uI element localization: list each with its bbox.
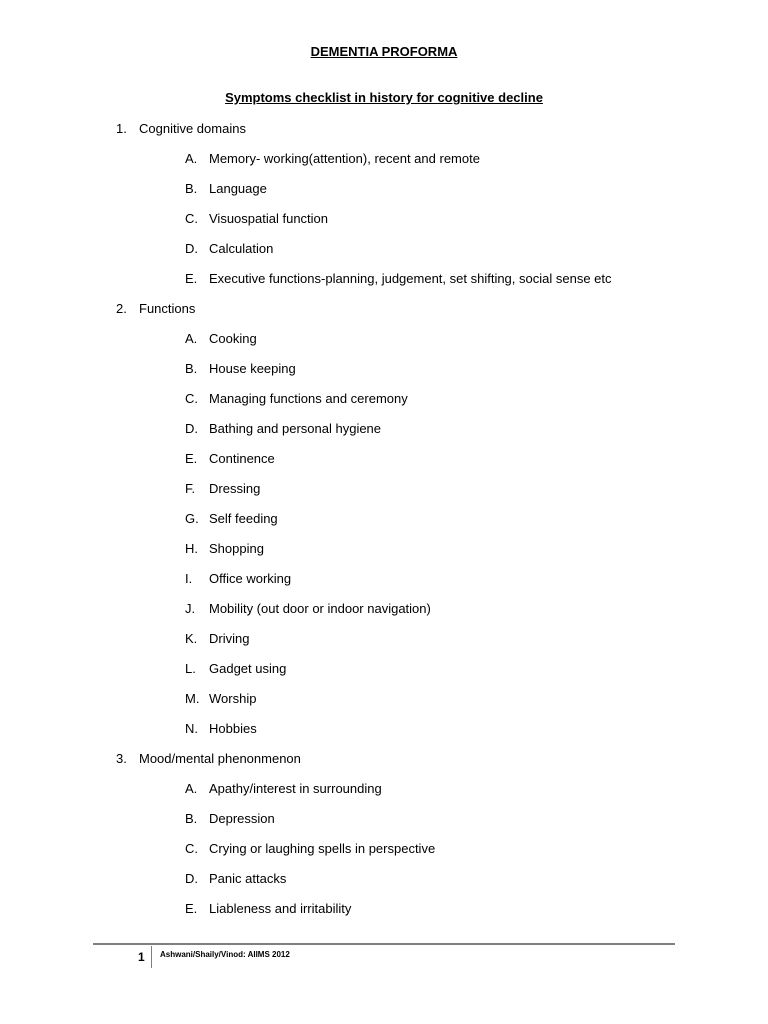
- item-letter: E.: [185, 271, 198, 286]
- item-letter: E.: [185, 901, 198, 916]
- item-text: House keeping: [209, 361, 296, 376]
- item-letter: F.: [185, 481, 196, 496]
- item-letter: B.: [185, 811, 198, 826]
- item-letter: A.: [185, 151, 198, 166]
- item-letter: C.: [185, 391, 198, 406]
- item-text: Driving: [209, 631, 250, 646]
- page-number: 1: [138, 950, 145, 964]
- item-text: Depression: [209, 811, 275, 826]
- item-letter: I.: [185, 571, 193, 586]
- item-letter: C.: [185, 841, 198, 856]
- item-text: Gadget using: [209, 661, 287, 676]
- item-letter: M.: [185, 691, 200, 706]
- section-number: 2.: [116, 301, 127, 316]
- item-letter: E.: [185, 451, 198, 466]
- footer-rule: [93, 943, 675, 945]
- item-text: Calculation: [209, 241, 274, 256]
- item-letter: B.: [185, 181, 198, 196]
- footer-credit: Ashwani/Shaily/Vinod: AIIMS 2012: [160, 950, 290, 959]
- section-title: Mood/mental phenonmenon: [139, 751, 301, 766]
- item-text: Office working: [209, 571, 292, 586]
- item-text: Managing functions and ceremony: [209, 391, 408, 406]
- item-text: Shopping: [209, 541, 264, 556]
- item-letter: A.: [185, 781, 198, 796]
- item-letter: K.: [185, 631, 198, 646]
- item-text: Language: [209, 181, 267, 196]
- item-text: Dressing: [209, 481, 261, 496]
- document-subtitle: Symptoms checklist in history for cognitive decline: [225, 90, 543, 105]
- item-text: Self feeding: [209, 511, 278, 526]
- item-letter: B.: [185, 361, 198, 376]
- item-text: Mobility (out door or indoor navigation): [209, 601, 431, 616]
- item-text: Panic attacks: [209, 871, 287, 886]
- item-text: Visuospatial function: [209, 211, 329, 226]
- section-number: 3.: [116, 751, 127, 766]
- item-text: Hobbies: [209, 721, 257, 736]
- item-text: Liableness and irritability: [209, 901, 352, 916]
- item-text: Continence: [209, 451, 275, 466]
- item-letter: G.: [185, 511, 199, 526]
- item-letter: D.: [185, 241, 198, 256]
- section-title: Functions: [139, 301, 196, 316]
- item-text: Cooking: [209, 331, 257, 346]
- item-text: Executive functions-planning, judgement, set shifting, social sense etc: [209, 271, 612, 286]
- item-text: Apathy/interest in surrounding: [209, 781, 382, 796]
- footer-divider: [151, 946, 152, 968]
- document-title: DEMENTIA PROFORMA: [310, 44, 458, 59]
- item-letter: N.: [185, 721, 198, 736]
- item-letter: D.: [185, 871, 198, 886]
- item-letter: H.: [185, 541, 198, 556]
- item-text: Memory- working(attention), recent and remote: [209, 151, 480, 166]
- section-title: Cognitive domains: [139, 121, 246, 136]
- item-letter: J.: [185, 601, 196, 616]
- item-letter: L.: [185, 661, 196, 676]
- item-text: Crying or laughing spells in perspective: [209, 841, 436, 856]
- item-letter: A.: [185, 331, 198, 346]
- item-text: Bathing and personal hygiene: [209, 421, 382, 436]
- item-letter: C.: [185, 211, 198, 226]
- item-text: Worship: [209, 691, 257, 706]
- item-letter: D.: [185, 421, 198, 436]
- section-number: 1.: [116, 121, 127, 136]
